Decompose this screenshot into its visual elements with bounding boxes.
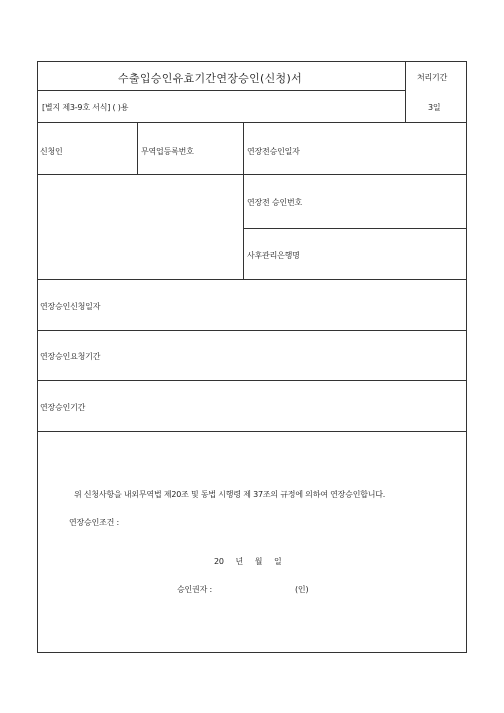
bank-row-bottom [37, 279, 467, 280]
title-divider [37, 90, 406, 91]
form-border-top [37, 61, 467, 62]
extension-requested-period-label: 연장승인요청기간 [40, 352, 101, 361]
request-date-row-bottom [37, 330, 467, 331]
form-title: 수출입승인유효기간연장승인(신청)서 [118, 72, 302, 85]
approver-label: 승인권자 : [177, 585, 212, 594]
prior-info-divider [243, 122, 244, 280]
form-border-bottom [37, 652, 467, 653]
form-number: [별지 제3-9호 서식] ( )용 [42, 103, 129, 112]
applicant-label: 신청인 [40, 147, 63, 156]
trade-registration-number-label: 무역업등록번호 [141, 147, 194, 156]
processing-period-value: 3일 [428, 103, 441, 112]
form-border-right [466, 61, 467, 653]
processing-column-divider [405, 61, 406, 123]
approval-date-line: 20 년 월 일 [214, 557, 282, 566]
extension-approved-period-label: 연장승인기간 [40, 403, 86, 412]
post-management-bank-label: 사후관리은행명 [247, 251, 300, 260]
prior-approval-date-label: 연장전승인일자 [247, 147, 300, 156]
header-bottom-line [37, 122, 467, 123]
approval-conditions-label: 연장승인조건 : [69, 518, 120, 527]
applicant-row-bottom [37, 174, 467, 175]
approval-statement: 위 신청사항을 내외무역법 제20조 및 동법 시행령 제 37조의 규정에 의하여 연장승인합니다. [74, 490, 386, 499]
prior-no-row-bottom [243, 228, 467, 229]
requested-period-row-bottom [37, 380, 467, 381]
approved-period-row-bottom [37, 431, 467, 432]
processing-period-label: 처리기간 [417, 73, 448, 82]
form-border-left [37, 61, 38, 653]
seal-mark: (인) [295, 585, 309, 594]
extension-request-date-label: 연장승인신청일자 [40, 302, 101, 311]
applicant-divider [137, 122, 138, 175]
prior-approval-number-label: 연장전 승인번호 [247, 198, 303, 207]
